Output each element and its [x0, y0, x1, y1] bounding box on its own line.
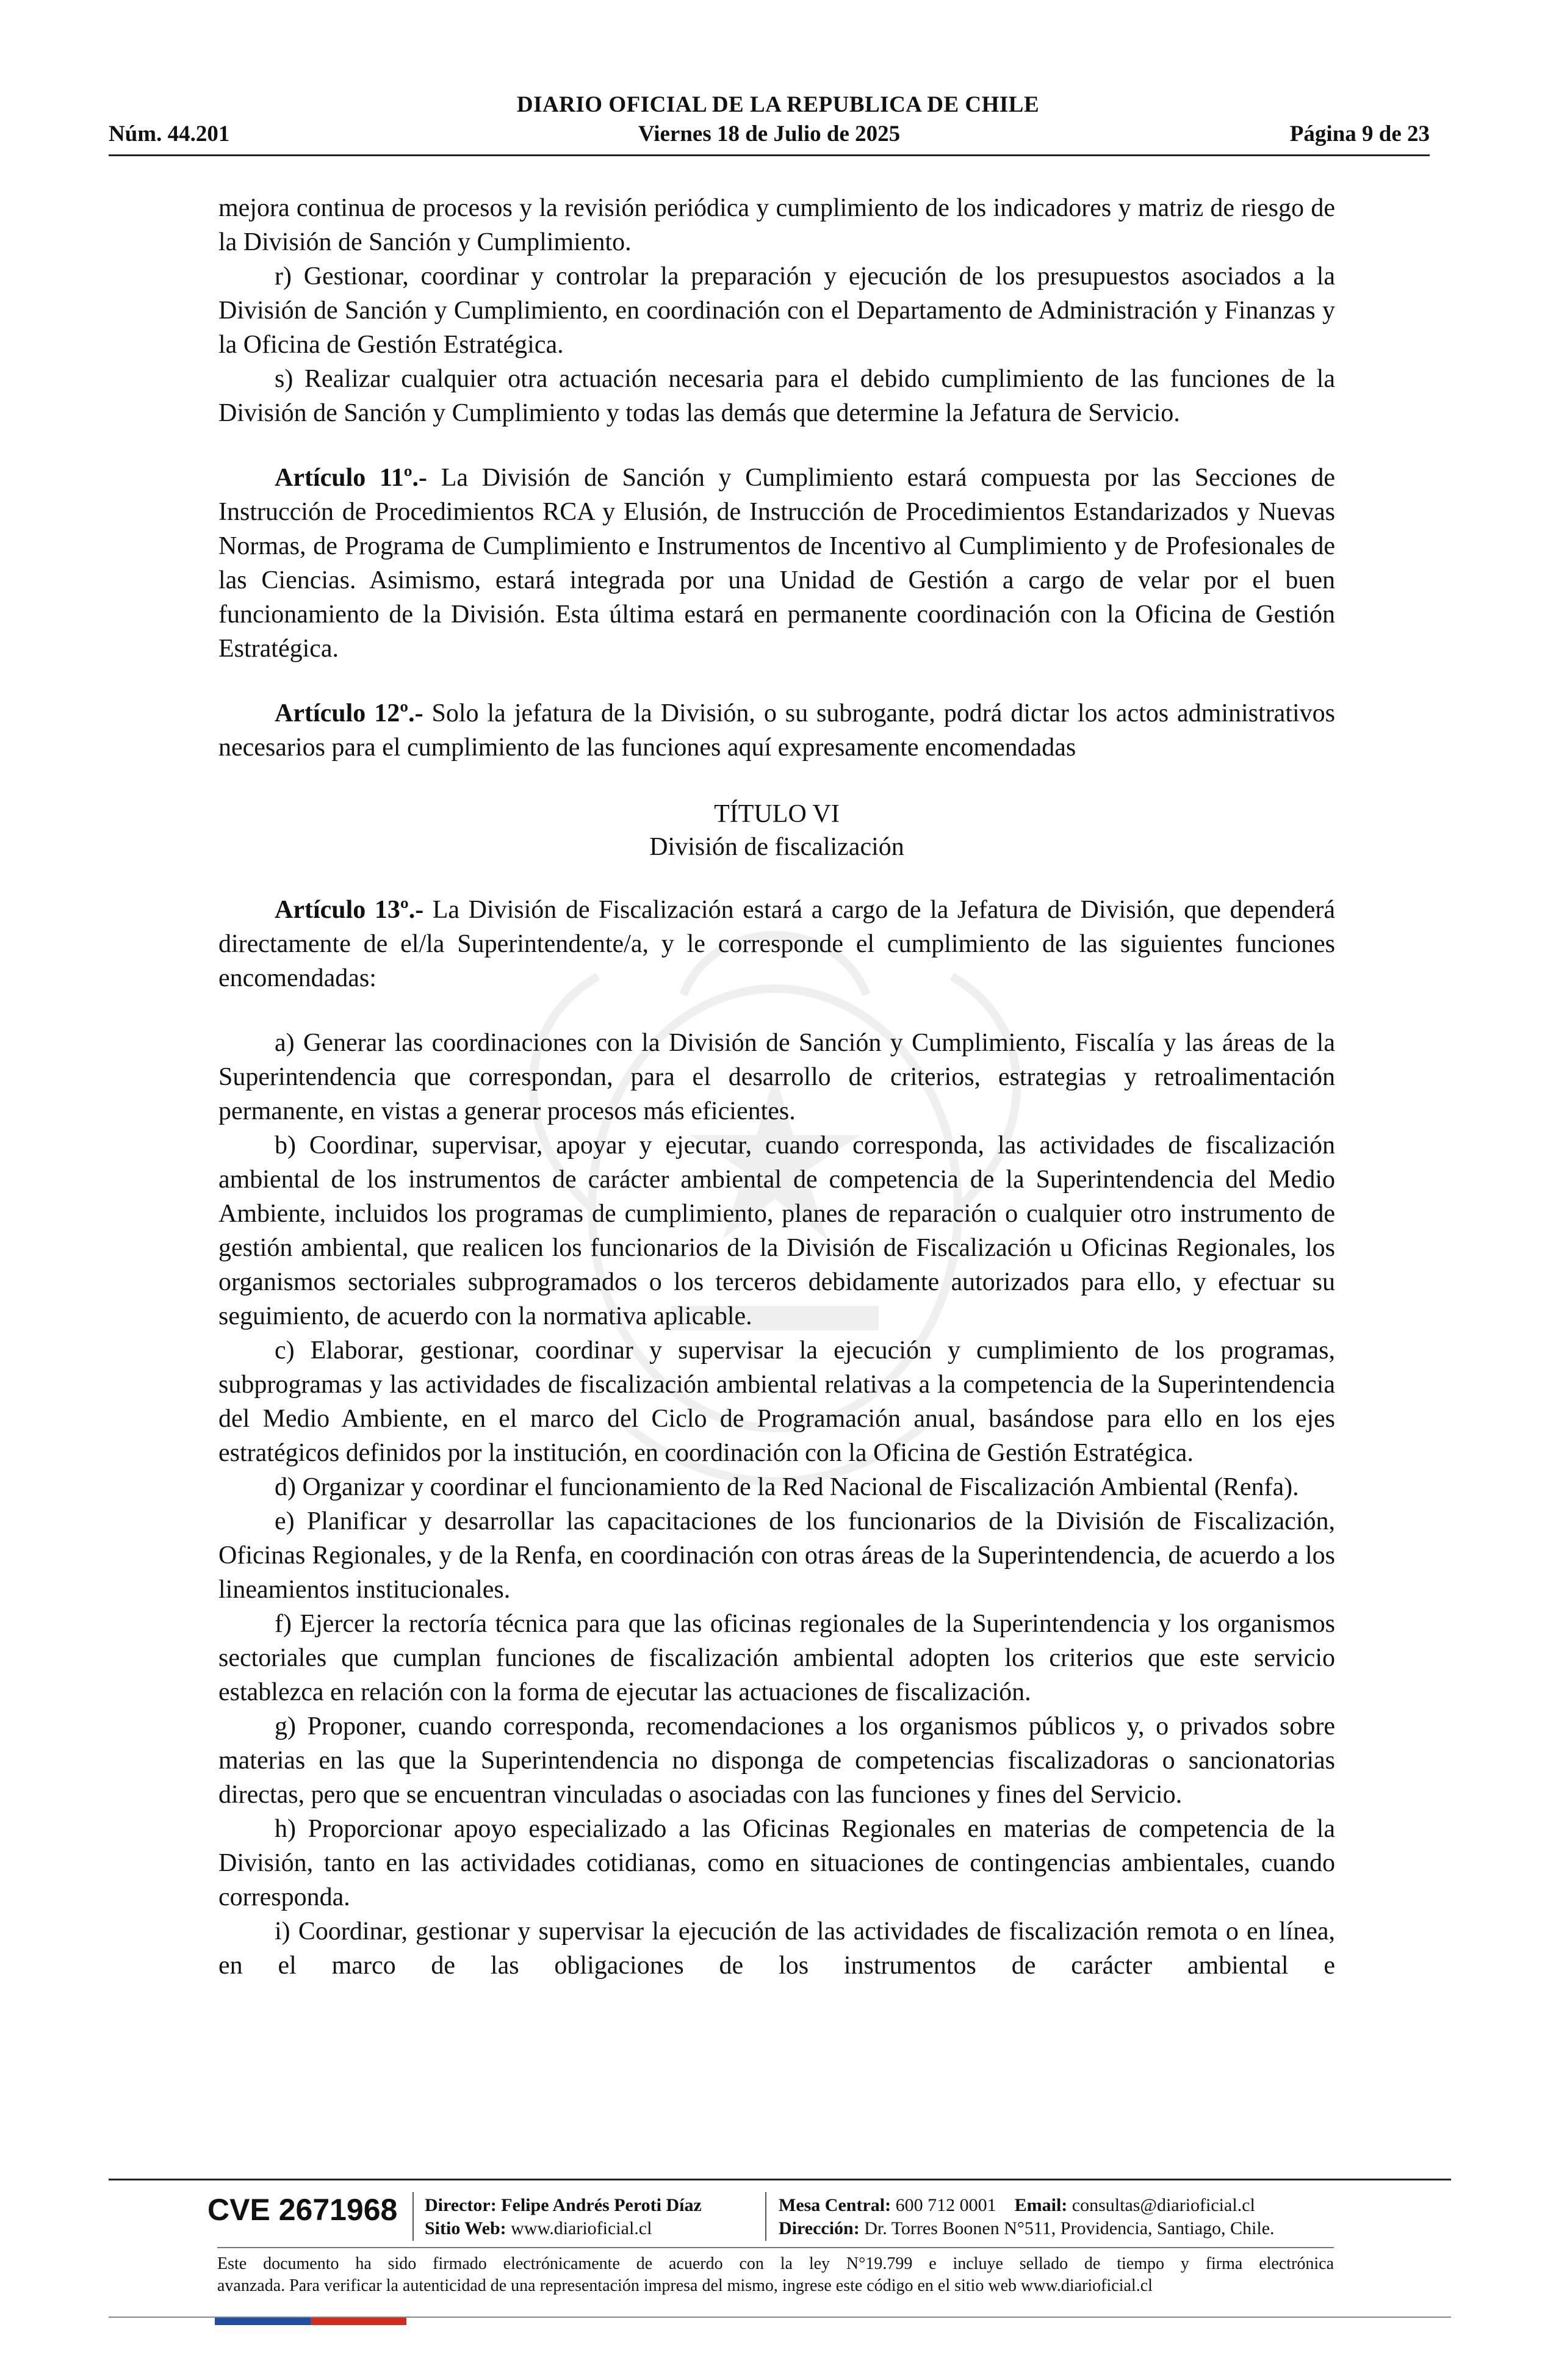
director-name: Felipe Andrés Peroti Díaz — [501, 2195, 702, 2215]
item-b: b) Coordinar, supervisar, apoyar y ejecutar, cuando corresponda, las actividades de fiscalización ambiental de los instrumentos de carácter ambiental de competencia de la Superintendencia del Medio Ambiente, incluidos los programas de cumplimiento, planes de reparación o cualquier otro instrumento de gestión ambiental, que realicen los funcionarios de la División de Fiscalización u Oficinas Regionales, los organismos sectoriales subprogramados o los terceros debidamente autorizados para ello, y efectuar su seguimiento, de acuerdo con la normativa aplicable. — [218, 1131, 1335, 1330]
item-s: s) Realizar cualquier otra actuación necesaria para el debido cumplimiento de las funciones de la División de Sanción y Cumplimiento y todas las demás que determine la Jefatura de Servicio. — [218, 365, 1335, 427]
issue-date: Viernes 18 de Julio de 2025 — [638, 121, 901, 146]
paragraph-continuation: mejora continua de procesos y la revisión periódica y cumplimiento de los indicadores y matriz de riesgo de la División de Sanción y Cumplimiento. — [218, 194, 1335, 256]
item-c: c) Elaborar, gestionar, coordinar y supervisar la ejecución y cumplimiento de los programas, subprogramas y las actividades de fiscalización ambiental relativas a la competencia de la Superintendencia del Medio Ambiente, en el marco del Ciclo de Programación anual, basándose para ello en los ejes estratégicos definidos por la institución, en coordinación con la Oficina de Gestión Estratégica. — [218, 1336, 1335, 1467]
email-label: Email: — [1014, 2195, 1068, 2215]
publication-title: DIARIO OFICIAL DE LA REPUBLICA DE CHILE — [516, 92, 1040, 117]
article-13 — [218, 893, 1335, 995]
article-11-label: Artículo 11º.- — [275, 464, 428, 492]
flag-segment — [215, 2318, 263, 2325]
footer-contact-block — [779, 2194, 1275, 2240]
article-12 — [218, 696, 1335, 765]
item-d: d) Organizar y coordinar el funcionamiento de la Red Nacional de Fiscalización Ambiental (Renfa). — [275, 1473, 1299, 1501]
article-11-text: La División de Sanción y Cumplimiento estará compuesta por las Secciones de Instrucción de Procedimientos RCA y Elusión, de Instrucción de Procedimientos Estandarizados y Nuevas Normas, de Programa de Cumplimiento e Instrumentos de Incentivo al Cumplimiento y de Profesionales de las Ciencias. Asimismo, estará integrada por una Unidad de Gestión a cargo de velar por el buen funcionamiento de la División. Esta última estará en permanente coordinación con la Oficina de Gestión Estratégica. — [218, 464, 1335, 663]
flag-segment — [311, 2318, 359, 2325]
footer-separator — [765, 2192, 766, 2241]
item-i: i) Coordinar, gestionar y supervisar la ejecución de las actividades de fiscalización remota o en línea, en el marco de las obligaciones de los instrumentos de carácter ambiental e — [218, 1917, 1335, 1980]
issue-number: Núm. 44.201 — [109, 121, 230, 146]
article-12-text: Solo la jefatura de la División, o su subrogante, podrá dictar los actos administrativos necesarios para el cumplimiento de las funciones aquí expresamente encomendadas — [218, 699, 1336, 762]
email-link[interactable]: consultas@diarioficial.cl — [1072, 2195, 1255, 2215]
title-section — [218, 798, 1335, 864]
document-body — [218, 191, 1335, 1983]
cve-code: CVE 2671968 — [207, 2193, 398, 2227]
item-h: h) Proporcionar apoyo especializado a las Oficinas Regionales en materias de competencia de la División, tanto en las actividades cotidianas, como en situaciones de contingencias ambientales, cuando corresponda. — [218, 1815, 1335, 1911]
item-f: f) Ejercer la rectoría técnica para que las oficinas regionales de la Superintendencia y los organismos sectoriales que cumplan funciones de fiscalización ambiental adopten los criterios que este servicio establezca en relación con la forma de ejecutar las actuaciones de fiscalización. — [218, 1610, 1335, 1706]
flag-segment — [359, 2318, 407, 2325]
item-e: e) Planificar y desarrollar las capacitaciones de los funcionarios de la División de Fiscalización, Oficinas Regionales, y de la Renfa, en coordinación con otras áreas de la Superintendencia, de acuerdo a los lineamientos institucionales. — [218, 1507, 1335, 1604]
item-g: g) Proponer, cuando corresponda, recomendaciones a los organismos públicos y, o privados sobre materias en las que la Superintendencia no disponga de competencias fiscalizadoras o sancionatorias directas, pero que se encuentran vinculadas o asociadas con las funciones y fines del Servicio. — [218, 1712, 1335, 1809]
legal-notice — [217, 2253, 1334, 2297]
director-label: Director: — [425, 2195, 497, 2215]
item-a: a) Generar las coordinaciones con la División de Sanción y Cumplimiento, Fiscalía y las áreas de la Superintendencia que correspondan, para el desarrollo de criterios, estrategias y retroalimentación permanente, en vistas a generar procesos más eficientes. — [218, 1029, 1335, 1125]
footer-divider-thin — [217, 2247, 1334, 2248]
address-text: Dr. Torres Boonen N°511, Providencia, Santiago, Chile. — [864, 2218, 1275, 2238]
phone-number: 600 712 0001 — [895, 2195, 996, 2215]
item-r: r) Gestionar, coordinar y controlar la preparación y ejecución de los presupuestos asociados a la División de Sanción y Cumplimiento, en coordinación con el Departamento de Administración y Finanzas y la Oficina de Gestión Estratégica. — [218, 262, 1335, 359]
article-13-text: La División de Fiscalización estará a cargo de la Jefatura de División, que dependerá directamente de el/la Superintendente/a, y le corresponde el cumplimiento de las siguientes funciones encomendadas: — [218, 896, 1335, 992]
title-number: TÍTULO VI — [714, 800, 840, 828]
legal-line-2: avanzada. Para verificar la autenticidad de una representación impresa del mismo, ingrese este código en el sitio web www.diarioficial.cl — [217, 2276, 1153, 2295]
footer-director-block — [425, 2194, 702, 2240]
website-link[interactable]: www.diarioficial.cl — [511, 2218, 652, 2238]
page-header — [109, 121, 1430, 150]
legal-line-1: Este documento ha sido firmado electrónicamente de acuerdo con la ley N°19.799 e incluye sellado de tiempo y firma electrónica — [217, 2254, 1334, 2273]
article-11 — [218, 461, 1335, 666]
address-label: Dirección: — [779, 2218, 860, 2238]
article-12-label: Artículo 12º.- — [275, 699, 423, 727]
flag-color-bar — [215, 2318, 406, 2325]
article-13-label: Artículo 13º.- — [275, 896, 424, 924]
flag-segment — [263, 2318, 311, 2325]
website-label: Sitio Web: — [425, 2218, 506, 2238]
footer-divider — [109, 2179, 1451, 2180]
header-divider — [109, 154, 1430, 156]
footer-separator — [412, 2192, 414, 2241]
phone-label: Mesa Central: — [779, 2195, 891, 2215]
page-number: Página 9 de 23 — [1289, 121, 1430, 146]
title-name: División de fiscalización — [649, 833, 904, 861]
